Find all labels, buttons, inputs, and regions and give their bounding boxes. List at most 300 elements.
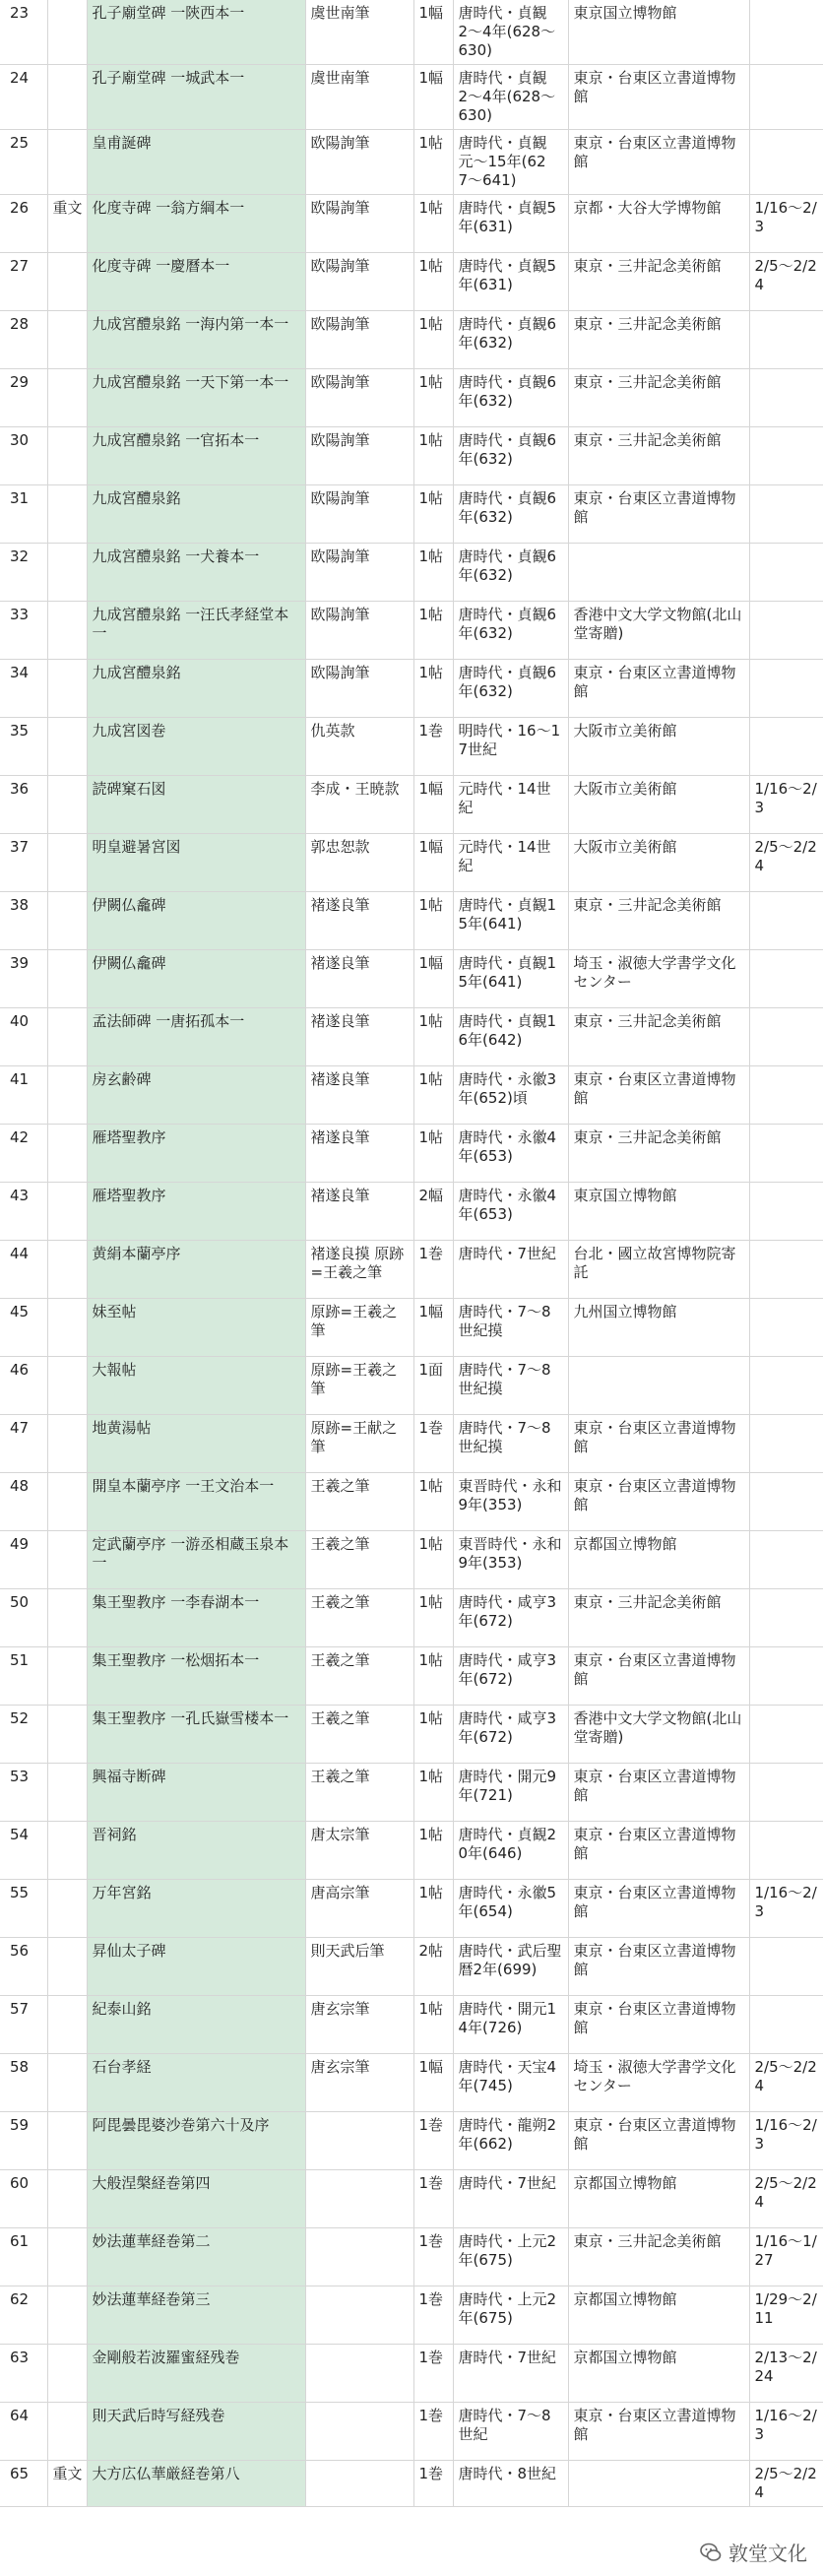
item-quantity: 1帖 — [413, 1996, 453, 2054]
display-dates — [749, 1822, 823, 1880]
designation-tag — [47, 718, 87, 776]
row-number: 64 — [0, 2403, 47, 2461]
display-dates — [749, 427, 823, 485]
table-row — [0, 1647, 823, 1706]
holding-institution: 京都国立博物館 — [568, 2345, 749, 2403]
row-number: 40 — [0, 1008, 47, 1066]
designation-tag — [47, 1008, 87, 1066]
work-period: 唐時代・貞観2〜4年(628〜630) — [453, 65, 568, 130]
designation-tag — [47, 253, 87, 311]
work-author — [305, 2461, 413, 2507]
work-title: 孟法師碑 一唐拓孤本一 — [87, 1008, 305, 1066]
table-row — [0, 1589, 823, 1647]
row-number: 26 — [0, 195, 47, 253]
item-quantity: 1巻 — [413, 2286, 453, 2345]
designation-tag — [47, 2286, 87, 2345]
row-number: 62 — [0, 2286, 47, 2345]
display-dates: 1/29〜2/11 — [749, 2286, 823, 2345]
work-period: 唐時代・永徽4年(653) — [453, 1125, 568, 1183]
holding-institution: 京都国立博物館 — [568, 1531, 749, 1589]
work-author: 仇英款 — [305, 718, 413, 776]
item-quantity: 1帖 — [413, 892, 453, 950]
designation-tag — [47, 65, 87, 130]
designation-tag — [47, 834, 87, 892]
holding-institution: 台北・國立故宮博物院寄託 — [568, 1241, 749, 1299]
work-title: 則天武后時写経残巻 — [87, 2403, 305, 2461]
row-number: 28 — [0, 311, 47, 369]
display-dates — [749, 1183, 823, 1241]
holding-institution — [568, 1357, 749, 1415]
row-number: 31 — [0, 485, 47, 544]
holding-institution: 東京・三井記念美術館 — [568, 311, 749, 369]
table-row — [0, 1996, 823, 2054]
work-period: 唐時代・貞観20年(646) — [453, 1822, 568, 1880]
work-title: 地黄湯帖 — [87, 1415, 305, 1473]
item-quantity: 1巻 — [413, 2345, 453, 2403]
holding-institution: 東京・台東区立書道博物館 — [568, 485, 749, 544]
work-author: 王羲之筆 — [305, 1706, 413, 1764]
work-author: 王羲之筆 — [305, 1473, 413, 1531]
work-period: 元時代・14世紀 — [453, 834, 568, 892]
table-row — [0, 2228, 823, 2286]
row-number: 51 — [0, 1647, 47, 1706]
holding-institution: 東京・台東区立書道博物館 — [568, 660, 749, 718]
row-number: 59 — [0, 2112, 47, 2170]
holding-institution: 東京・台東区立書道博物館 — [568, 1066, 749, 1125]
work-period: 唐時代・開元14年(726) — [453, 1996, 568, 2054]
work-author: 褚遂良筆 — [305, 1008, 413, 1066]
table-row — [0, 2403, 823, 2461]
table-row — [0, 2054, 823, 2112]
table-row — [0, 195, 823, 253]
work-title: 伊闕仏龕碑 — [87, 950, 305, 1008]
work-title: 開皇本蘭亭序 一王文治本一 — [87, 1473, 305, 1531]
item-quantity: 1巻 — [413, 2461, 453, 2507]
item-quantity: 1帖 — [413, 660, 453, 718]
designation-tag — [47, 130, 87, 195]
work-author: 唐太宗筆 — [305, 1822, 413, 1880]
work-period: 唐時代・貞観6年(632) — [453, 660, 568, 718]
table-row — [0, 1938, 823, 1996]
table-row — [0, 130, 823, 195]
table-row — [0, 660, 823, 718]
row-number: 36 — [0, 776, 47, 834]
work-author: 原跡=王羲之筆 — [305, 1357, 413, 1415]
work-author: 褚遂良摸 原跡=王羲之筆 — [305, 1241, 413, 1299]
display-dates — [749, 1938, 823, 1996]
work-author: 欧陽詢筆 — [305, 660, 413, 718]
display-dates — [749, 892, 823, 950]
work-title: 雁塔聖教序 — [87, 1183, 305, 1241]
table-row — [0, 2112, 823, 2170]
designation-tag — [47, 369, 87, 427]
item-quantity: 1帖 — [413, 1764, 453, 1822]
item-quantity: 1帖 — [413, 1880, 453, 1938]
designation-tag: 重文 — [47, 2461, 87, 2507]
holding-institution: 香港中文大学文物館(北山堂寄贈) — [568, 1706, 749, 1764]
item-quantity: 1帖 — [413, 1125, 453, 1183]
work-title: 皇甫誕碑 — [87, 130, 305, 195]
work-author — [305, 2170, 413, 2228]
work-title: 集王聖教序 一松烟拓本一 — [87, 1647, 305, 1706]
row-number: 34 — [0, 660, 47, 718]
item-quantity: 1帖 — [413, 544, 453, 602]
designation-tag — [47, 2170, 87, 2228]
row-number: 61 — [0, 2228, 47, 2286]
wechat-bubble-icon — [699, 2541, 723, 2564]
designation-tag — [47, 1066, 87, 1125]
designation-tag — [47, 1589, 87, 1647]
table-row — [0, 776, 823, 834]
work-period: 唐時代・7〜8世紀摸 — [453, 1299, 568, 1357]
work-title: 九成宮醴泉銘 — [87, 660, 305, 718]
display-dates — [749, 1706, 823, 1764]
display-dates: 2/5〜2/24 — [749, 253, 823, 311]
display-dates — [749, 1125, 823, 1183]
display-dates — [749, 602, 823, 660]
work-author — [305, 2112, 413, 2170]
table-row — [0, 2345, 823, 2403]
work-author: 欧陽詢筆 — [305, 544, 413, 602]
holding-institution: 東京・台東区立書道博物館 — [568, 1473, 749, 1531]
display-dates — [749, 1241, 823, 1299]
holding-institution: 九州国立博物館 — [568, 1299, 749, 1357]
work-author: 王羲之筆 — [305, 1531, 413, 1589]
item-quantity: 1帖 — [413, 602, 453, 660]
table-row — [0, 1125, 823, 1183]
work-title: 大般涅槃経巻第四 — [87, 2170, 305, 2228]
display-dates — [749, 1008, 823, 1066]
holding-institution: 京都国立博物館 — [568, 2170, 749, 2228]
work-title: 妙法蓮華経巻第三 — [87, 2286, 305, 2345]
work-period: 明時代・16〜17世紀 — [453, 718, 568, 776]
work-author — [305, 2286, 413, 2345]
work-title: 九成宮醴泉銘 一官拓本一 — [87, 427, 305, 485]
table-row — [0, 1241, 823, 1299]
watermark-text: 敦堂文化 — [728, 2542, 807, 2565]
designation-tag — [47, 1822, 87, 1880]
work-author: 則天武后筆 — [305, 1938, 413, 1996]
item-quantity: 1幅 — [413, 776, 453, 834]
display-dates — [749, 0, 823, 65]
designation-tag — [47, 1996, 87, 2054]
work-title: 明皇避暑宮図 — [87, 834, 305, 892]
work-title: 集王聖教序 一李春湖本一 — [87, 1589, 305, 1647]
work-author: 王羲之筆 — [305, 1647, 413, 1706]
holding-institution: 京都・大谷大学博物館 — [568, 195, 749, 253]
item-quantity: 1帖 — [413, 427, 453, 485]
designation-tag — [47, 427, 87, 485]
item-quantity: 1幅 — [413, 65, 453, 130]
row-number: 38 — [0, 892, 47, 950]
table-row — [0, 1183, 823, 1241]
work-title: 房玄齢碑 — [87, 1066, 305, 1125]
row-number: 39 — [0, 950, 47, 1008]
designation-tag — [47, 2345, 87, 2403]
holding-institution: 東京・三井記念美術館 — [568, 2228, 749, 2286]
designation-tag — [47, 602, 87, 660]
work-author: 唐玄宗筆 — [305, 1996, 413, 2054]
display-dates: 2/5〜2/24 — [749, 2170, 823, 2228]
row-number: 37 — [0, 834, 47, 892]
holding-institution: 東京・台東区立書道博物館 — [568, 1938, 749, 1996]
designation-tag — [47, 1938, 87, 1996]
work-author: 虞世南筆 — [305, 65, 413, 130]
work-period: 唐時代・貞観2〜4年(628〜630) — [453, 0, 568, 65]
designation-tag — [47, 1706, 87, 1764]
display-dates — [749, 1299, 823, 1357]
work-period: 唐時代・咸亨3年(672) — [453, 1706, 568, 1764]
designation-tag: 重文 — [47, 195, 87, 253]
work-title: 九成宮醴泉銘 一天下第一本一 — [87, 369, 305, 427]
work-period: 唐時代・貞観6年(632) — [453, 602, 568, 660]
display-dates — [749, 311, 823, 369]
display-dates — [749, 485, 823, 544]
display-dates: 1/16〜1/27 — [749, 2228, 823, 2286]
table-row — [0, 369, 823, 427]
work-title: 読碑窠石図 — [87, 776, 305, 834]
work-title: 伊闕仏龕碑 — [87, 892, 305, 950]
display-dates: 2/13〜2/24 — [749, 2345, 823, 2403]
work-author: 欧陽詢筆 — [305, 130, 413, 195]
row-number: 53 — [0, 1764, 47, 1822]
holding-institution: 埼玉・淑徳大学書学文化センター — [568, 950, 749, 1008]
row-number: 48 — [0, 1473, 47, 1531]
holding-institution: 埼玉・淑徳大学書学文化センター — [568, 2054, 749, 2112]
work-period: 唐時代・永徽4年(653) — [453, 1183, 568, 1241]
work-period: 元時代・14世紀 — [453, 776, 568, 834]
work-title: 阿毘曇毘婆沙巻第六十及序 — [87, 2112, 305, 2170]
table-row — [0, 485, 823, 544]
row-number: 49 — [0, 1531, 47, 1589]
row-number: 32 — [0, 544, 47, 602]
work-period: 唐時代・貞観5年(631) — [453, 253, 568, 311]
work-title: 妹至帖 — [87, 1299, 305, 1357]
work-period: 唐時代・開元9年(721) — [453, 1764, 568, 1822]
item-quantity: 1巻 — [413, 2403, 453, 2461]
display-dates — [749, 130, 823, 195]
holding-institution: 香港中文大学文物館(北山堂寄贈) — [568, 602, 749, 660]
holding-institution: 大阪市立美術館 — [568, 718, 749, 776]
table-row — [0, 2170, 823, 2228]
work-title: 雁塔聖教序 — [87, 1125, 305, 1183]
work-author: 王羲之筆 — [305, 1589, 413, 1647]
work-author: 欧陽詢筆 — [305, 311, 413, 369]
row-number: 42 — [0, 1125, 47, 1183]
work-period: 東晋時代・永和9年(353) — [453, 1473, 568, 1531]
work-period: 唐時代・貞観6年(632) — [453, 544, 568, 602]
work-author: 郭忠恕款 — [305, 834, 413, 892]
work-period: 唐時代・7〜8世紀 — [453, 2403, 568, 2461]
work-author — [305, 2228, 413, 2286]
row-number: 35 — [0, 718, 47, 776]
item-quantity: 1幅 — [413, 0, 453, 65]
work-period: 唐時代・貞観5年(631) — [453, 195, 568, 253]
item-quantity: 1帖 — [413, 1008, 453, 1066]
designation-tag — [47, 1647, 87, 1706]
holding-institution: 大阪市立美術館 — [568, 834, 749, 892]
holding-institution — [568, 2461, 749, 2507]
row-number: 63 — [0, 2345, 47, 2403]
work-title: 九成宮醴泉銘 — [87, 485, 305, 544]
work-period: 唐時代・貞観6年(632) — [453, 427, 568, 485]
display-dates — [749, 1415, 823, 1473]
work-title: 黄絹本蘭亭序 — [87, 1241, 305, 1299]
table-row — [0, 0, 823, 65]
table-row — [0, 2461, 823, 2507]
item-quantity: 1幅 — [413, 2054, 453, 2112]
designation-tag — [47, 892, 87, 950]
work-author — [305, 2403, 413, 2461]
row-number: 27 — [0, 253, 47, 311]
row-number: 50 — [0, 1589, 47, 1647]
work-title: 大報帖 — [87, 1357, 305, 1415]
row-number: 54 — [0, 1822, 47, 1880]
table-row — [0, 1706, 823, 1764]
designation-tag — [47, 1241, 87, 1299]
work-period: 唐時代・上元2年(675) — [453, 2286, 568, 2345]
item-quantity: 1帖 — [413, 485, 453, 544]
holding-institution: 東京・台東区立書道博物館 — [568, 2403, 749, 2461]
holding-institution: 東京・三井記念美術館 — [568, 1008, 749, 1066]
display-dates: 1/16〜2/3 — [749, 2112, 823, 2170]
holding-institution: 京都国立博物館 — [568, 2286, 749, 2345]
holding-institution: 東京・台東区立書道博物館 — [568, 1764, 749, 1822]
work-period: 唐時代・天宝4年(745) — [453, 2054, 568, 2112]
item-quantity: 1帖 — [413, 311, 453, 369]
work-title: 九成宮醴泉銘 一海内第一本一 — [87, 311, 305, 369]
holding-institution: 東京・台東区立書道博物館 — [568, 130, 749, 195]
work-period: 唐時代・7世紀 — [453, 1241, 568, 1299]
work-author: 欧陽詢筆 — [305, 369, 413, 427]
table-row — [0, 311, 823, 369]
row-number: 29 — [0, 369, 47, 427]
work-title: 九成宮図巻 — [87, 718, 305, 776]
work-period: 唐時代・7世紀 — [453, 2170, 568, 2228]
work-period: 唐時代・貞観6年(632) — [453, 485, 568, 544]
holding-institution: 東京・三井記念美術館 — [568, 892, 749, 950]
display-dates: 2/5〜2/24 — [749, 2461, 823, 2507]
work-period: 唐時代・貞観6年(632) — [453, 369, 568, 427]
table-row — [0, 1822, 823, 1880]
table-row — [0, 950, 823, 1008]
work-title: 化度寺碑 一翁方綱本一 — [87, 195, 305, 253]
work-author: 唐高宗筆 — [305, 1880, 413, 1938]
display-dates: 1/16〜2/3 — [749, 195, 823, 253]
holding-institution: 東京・台東区立書道博物館 — [568, 1415, 749, 1473]
item-quantity: 1帖 — [413, 253, 453, 311]
row-number: 44 — [0, 1241, 47, 1299]
table-row — [0, 253, 823, 311]
item-quantity: 1巻 — [413, 2112, 453, 2170]
work-author: 欧陽詢筆 — [305, 253, 413, 311]
row-number: 47 — [0, 1415, 47, 1473]
display-dates: 2/5〜2/24 — [749, 2054, 823, 2112]
holding-institution: 東京・台東区立書道博物館 — [568, 1996, 749, 2054]
item-quantity: 1帖 — [413, 1706, 453, 1764]
designation-tag — [47, 1415, 87, 1473]
designation-tag — [47, 1357, 87, 1415]
work-author: 原跡=王献之筆 — [305, 1415, 413, 1473]
holding-institution: 東京・三井記念美術館 — [568, 253, 749, 311]
designation-tag — [47, 2403, 87, 2461]
row-number: 46 — [0, 1357, 47, 1415]
item-quantity: 1巻 — [413, 2170, 453, 2228]
display-dates: 1/16〜2/3 — [749, 776, 823, 834]
work-title: 興福寺断碑 — [87, 1764, 305, 1822]
work-title: 九成宮醴泉銘 一汪氏孝経堂本一 — [87, 602, 305, 660]
work-period: 唐時代・貞観16年(642) — [453, 1008, 568, 1066]
item-quantity: 1巻 — [413, 1415, 453, 1473]
work-period: 唐時代・永徽3年(652)頃 — [453, 1066, 568, 1125]
display-dates — [749, 1764, 823, 1822]
holding-institution: 大阪市立美術館 — [568, 776, 749, 834]
work-title: 定武蘭亭序 一游丞相蔵玉泉本一 — [87, 1531, 305, 1589]
work-title: 孔子廟堂碑 一城武本一 — [87, 65, 305, 130]
item-quantity: 1巻 — [413, 1241, 453, 1299]
designation-tag — [47, 311, 87, 369]
table-row — [0, 544, 823, 602]
work-period: 唐時代・7世紀 — [453, 2345, 568, 2403]
holding-institution: 東京・三井記念美術館 — [568, 1589, 749, 1647]
work-period: 唐時代・上元2年(675) — [453, 2228, 568, 2286]
work-title: 晋祠銘 — [87, 1822, 305, 1880]
row-number: 55 — [0, 1880, 47, 1938]
item-quantity: 1幅 — [413, 834, 453, 892]
row-number: 43 — [0, 1183, 47, 1241]
holding-institution: 東京・三井記念美術館 — [568, 369, 749, 427]
display-dates — [749, 1357, 823, 1415]
designation-tag — [47, 1880, 87, 1938]
designation-tag — [47, 950, 87, 1008]
holding-institution: 東京国立博物館 — [568, 0, 749, 65]
item-quantity: 1幅 — [413, 950, 453, 1008]
row-number: 41 — [0, 1066, 47, 1125]
work-title: 孔子廟堂碑 一陝西本一 — [87, 0, 305, 65]
work-title: 金剛般若波羅蜜経残巻 — [87, 2345, 305, 2403]
holding-institution: 東京・三井記念美術館 — [568, 427, 749, 485]
item-quantity: 1帖 — [413, 1647, 453, 1706]
work-period: 唐時代・7〜8世紀摸 — [453, 1415, 568, 1473]
row-number: 65 — [0, 2461, 47, 2507]
watermark — [693, 2536, 813, 2568]
display-dates — [749, 1531, 823, 1589]
table-row — [0, 2286, 823, 2345]
item-quantity: 2幅 — [413, 1183, 453, 1241]
work-period: 唐時代・貞観6年(632) — [453, 311, 568, 369]
display-dates — [749, 65, 823, 130]
row-number: 58 — [0, 2054, 47, 2112]
work-author: 虞世南筆 — [305, 0, 413, 65]
row-number: 23 — [0, 0, 47, 65]
work-title: 化度寺碑 一慶曆本一 — [87, 253, 305, 311]
display-dates: 2/5〜2/24 — [749, 834, 823, 892]
table-row — [0, 602, 823, 660]
designation-tag — [47, 1299, 87, 1357]
item-quantity: 1巻 — [413, 718, 453, 776]
work-author: 欧陽詢筆 — [305, 195, 413, 253]
work-title: 万年宮銘 — [87, 1880, 305, 1938]
table-row — [0, 1880, 823, 1938]
item-quantity: 1面 — [413, 1357, 453, 1415]
display-dates: 1/16〜2/3 — [749, 2403, 823, 2461]
row-number: 60 — [0, 2170, 47, 2228]
table-row — [0, 1531, 823, 1589]
work-period: 唐時代・貞観15年(641) — [453, 950, 568, 1008]
designation-tag — [47, 1473, 87, 1531]
holding-institution: 東京・台東区立書道博物館 — [568, 65, 749, 130]
work-author: 欧陽詢筆 — [305, 485, 413, 544]
